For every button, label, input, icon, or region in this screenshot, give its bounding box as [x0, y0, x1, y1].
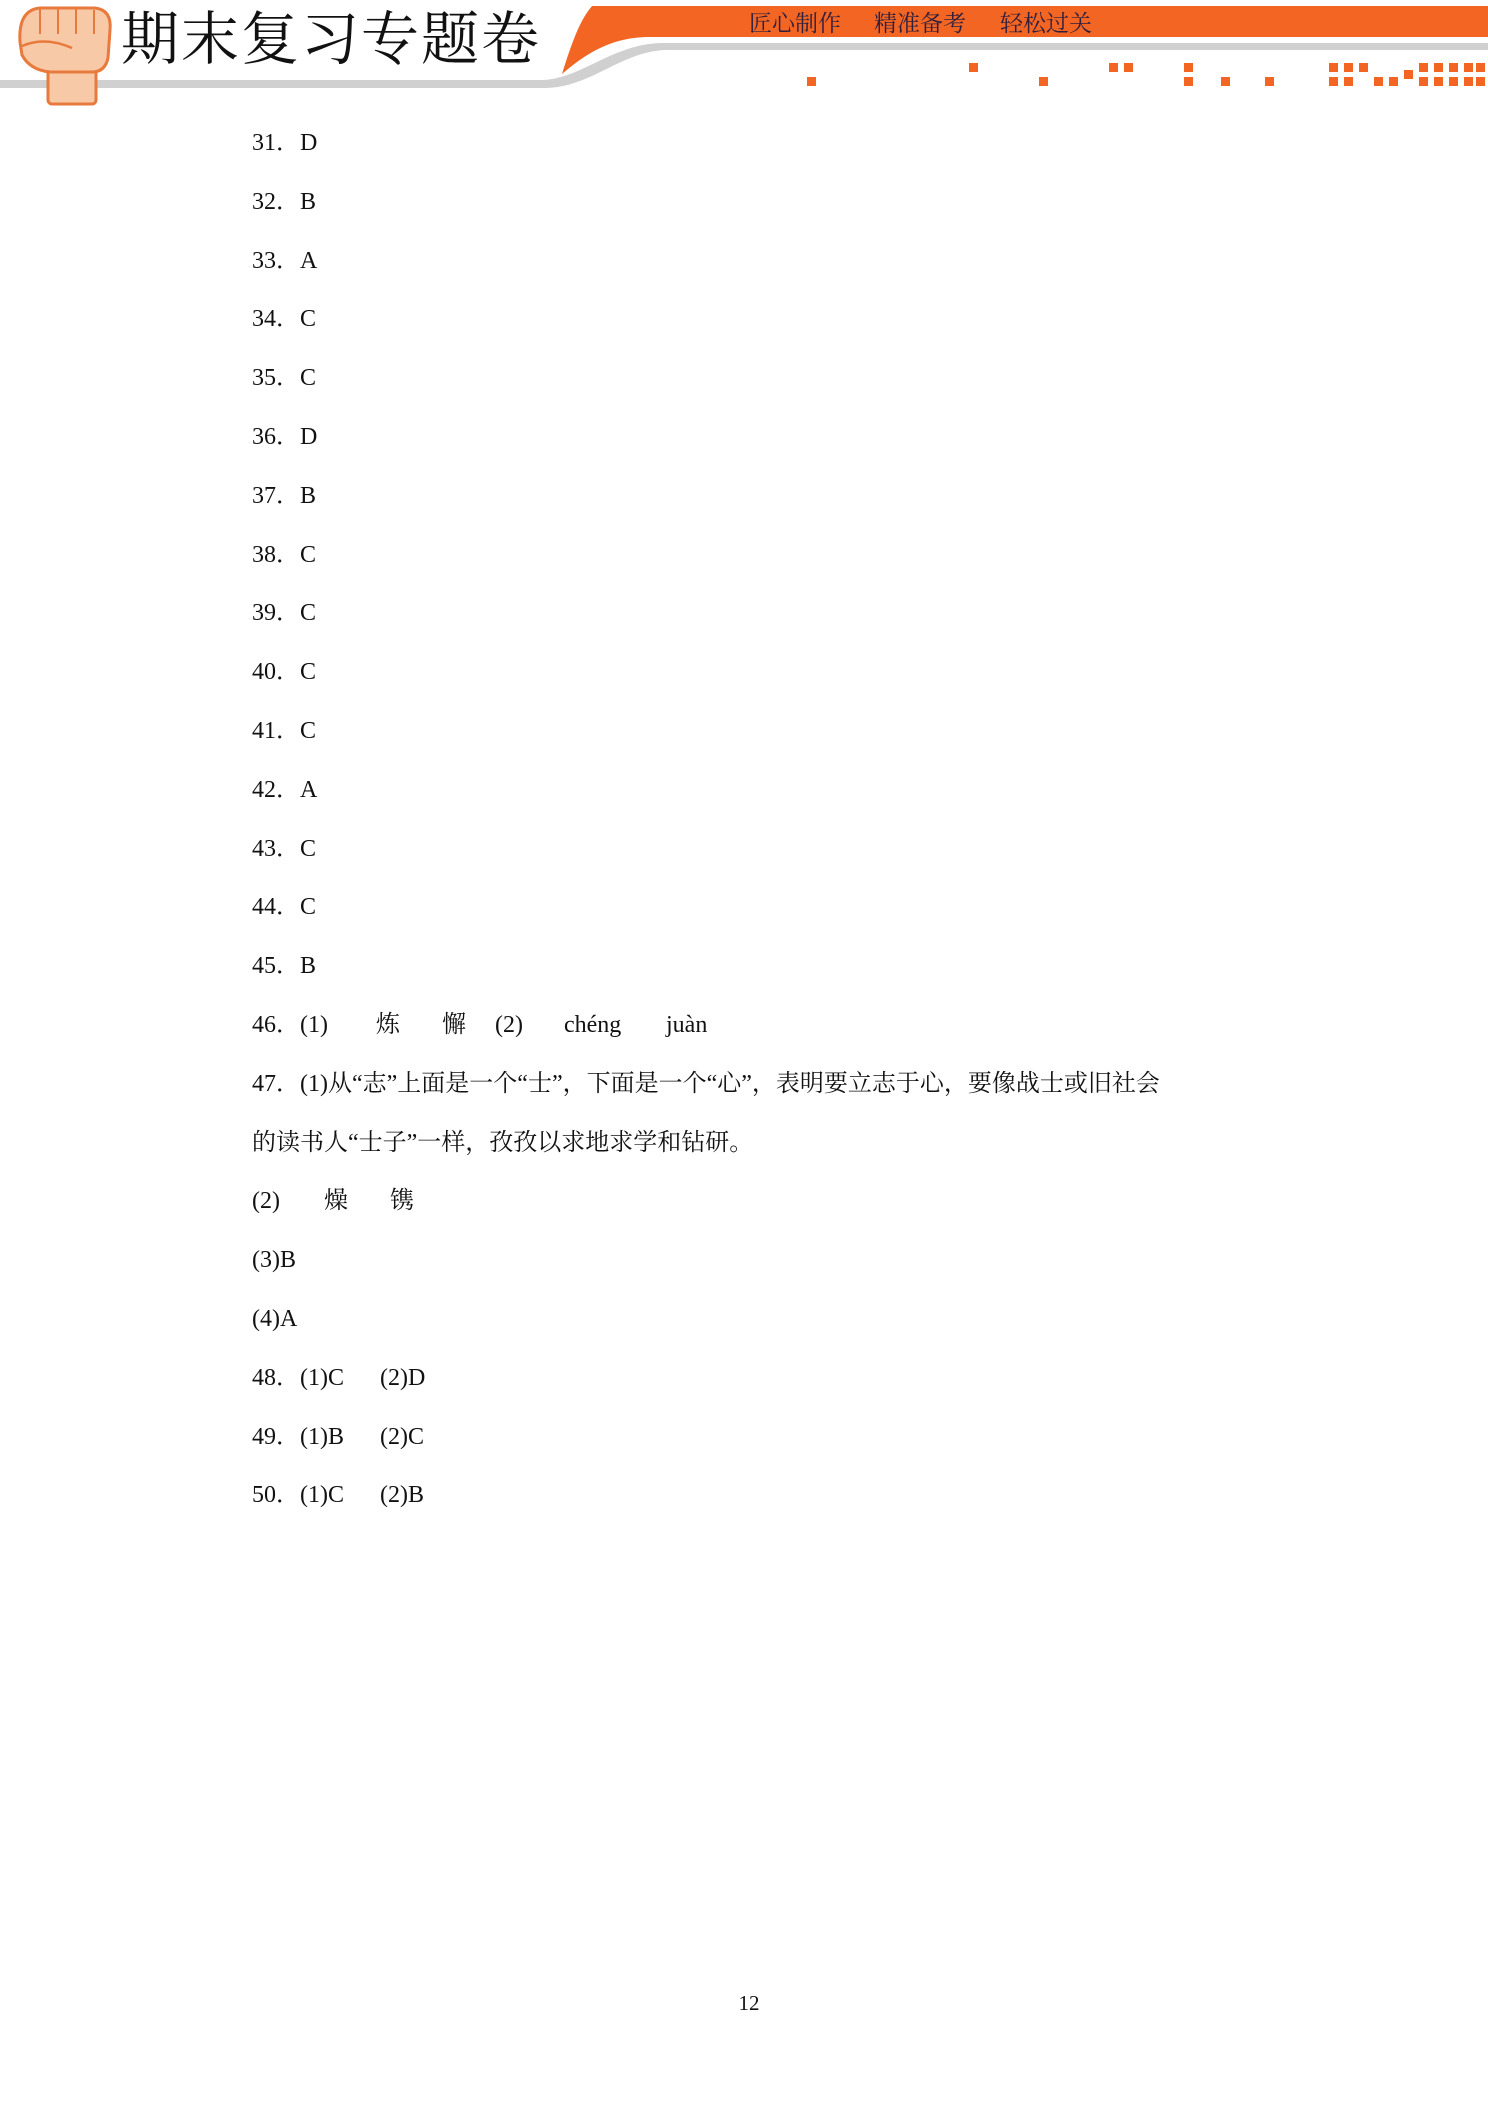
- decor-square: [1374, 77, 1383, 86]
- answer-43: 43．C: [252, 835, 317, 862]
- answer-40: 40．C: [252, 659, 317, 686]
- decor-square: [1476, 63, 1485, 72]
- decor-square: [1344, 77, 1353, 86]
- decor-square: [969, 63, 978, 72]
- decor-square: [1329, 77, 1338, 86]
- answer-33: 33．A: [252, 247, 318, 274]
- answer-46-char-1: 炼: [376, 1011, 400, 1038]
- decor-square: [1184, 63, 1193, 72]
- decor-squares: [807, 63, 1485, 86]
- decor-square: [1221, 77, 1230, 86]
- answer-46-pinyin-2: juàn: [666, 1011, 708, 1038]
- decor-square: [1184, 77, 1193, 86]
- answer-50-part-1: 50．(1)C: [252, 1482, 344, 1509]
- answer-42: 42．A: [252, 776, 318, 803]
- decor-square: [1109, 63, 1118, 72]
- answer-47-char-1: 燥: [324, 1188, 348, 1215]
- decor-square: [1124, 63, 1133, 72]
- answer-50: [252, 1466, 1402, 1525]
- answer-48: [252, 1349, 1402, 1408]
- answer-46-pinyin-1: chéng: [564, 1011, 622, 1038]
- decor-square: [1449, 63, 1458, 72]
- answer-37: 37．B: [252, 482, 317, 509]
- page-number: 12: [738, 1991, 760, 2015]
- answer-46: [252, 996, 1402, 1055]
- answer-46-part-2-label: (2): [495, 1011, 523, 1038]
- page-header: [0, 0, 1488, 110]
- decor-square: [1265, 77, 1274, 86]
- answer-47-part-3: (3)B: [252, 1247, 296, 1274]
- decor-square: [1329, 63, 1338, 72]
- tagline-item: 轻松过关: [1000, 11, 1092, 37]
- answer-48-part-1: 48．(1)C: [252, 1364, 344, 1391]
- answer-50-part-2: (2)B: [380, 1482, 424, 1509]
- answer-47-char-2: 镌: [390, 1188, 414, 1215]
- decor-square: [1404, 70, 1413, 79]
- decor-square: [1419, 63, 1428, 72]
- decor-square: [1389, 77, 1398, 86]
- answer-36: 36．D: [252, 423, 318, 450]
- decor-square: [1464, 63, 1473, 72]
- decor-square: [1434, 77, 1443, 86]
- answer-46-label: 46．(1): [252, 1011, 328, 1038]
- answer-31: 31．D: [252, 130, 318, 156]
- answer-38: 38．C: [252, 541, 317, 568]
- answer-44: 44．C: [252, 894, 317, 921]
- answer-47-part-1-line-1: 47．(1)从“志”上面是一个“士”，下面是一个“心”，表明要立志于心，要像战士或旧社会: [252, 1070, 1160, 1097]
- decor-square: [1464, 77, 1473, 86]
- answer-46-char-2: 懈: [442, 1011, 466, 1038]
- answer-41: 41．C: [252, 717, 317, 744]
- answer-45: 45．B: [252, 953, 317, 980]
- decor-square: [1039, 77, 1048, 86]
- decor-square: [1344, 63, 1353, 72]
- answer-34: 34．C: [252, 306, 317, 333]
- answer-47-part-1-line-2: 的读书人“士子”一样，孜孜以求地求学和钻研。: [252, 1129, 754, 1156]
- answer-39: 39．C: [252, 600, 317, 627]
- decor-square: [1476, 77, 1485, 86]
- decor-square: [1419, 77, 1428, 86]
- answer-47-part-2: [252, 1172, 1402, 1231]
- answer-49-part-2: (2)C: [380, 1423, 424, 1450]
- decor-square: [807, 77, 816, 86]
- tagline-item: 匠心制作: [749, 11, 841, 37]
- answer-list: [252, 114, 1402, 1525]
- page-title: 期末复习专题卷: [121, 5, 542, 73]
- answer-47-part-2-label: (2): [252, 1188, 280, 1215]
- answer-35: 35．C: [252, 365, 317, 392]
- tagline-item: 精准备考: [874, 11, 966, 37]
- fist-icon: [20, 8, 110, 104]
- answer-49: [252, 1408, 1402, 1467]
- answer-48-part-2: (2)D: [380, 1364, 426, 1391]
- answer-32: 32．B: [252, 188, 317, 215]
- decor-square: [1434, 63, 1443, 72]
- decor-square: [1359, 63, 1368, 72]
- answer-47-part-4: (4)A: [252, 1305, 298, 1332]
- decor-square: [1449, 77, 1458, 86]
- answer-49-part-1: 49．(1)B: [252, 1423, 344, 1450]
